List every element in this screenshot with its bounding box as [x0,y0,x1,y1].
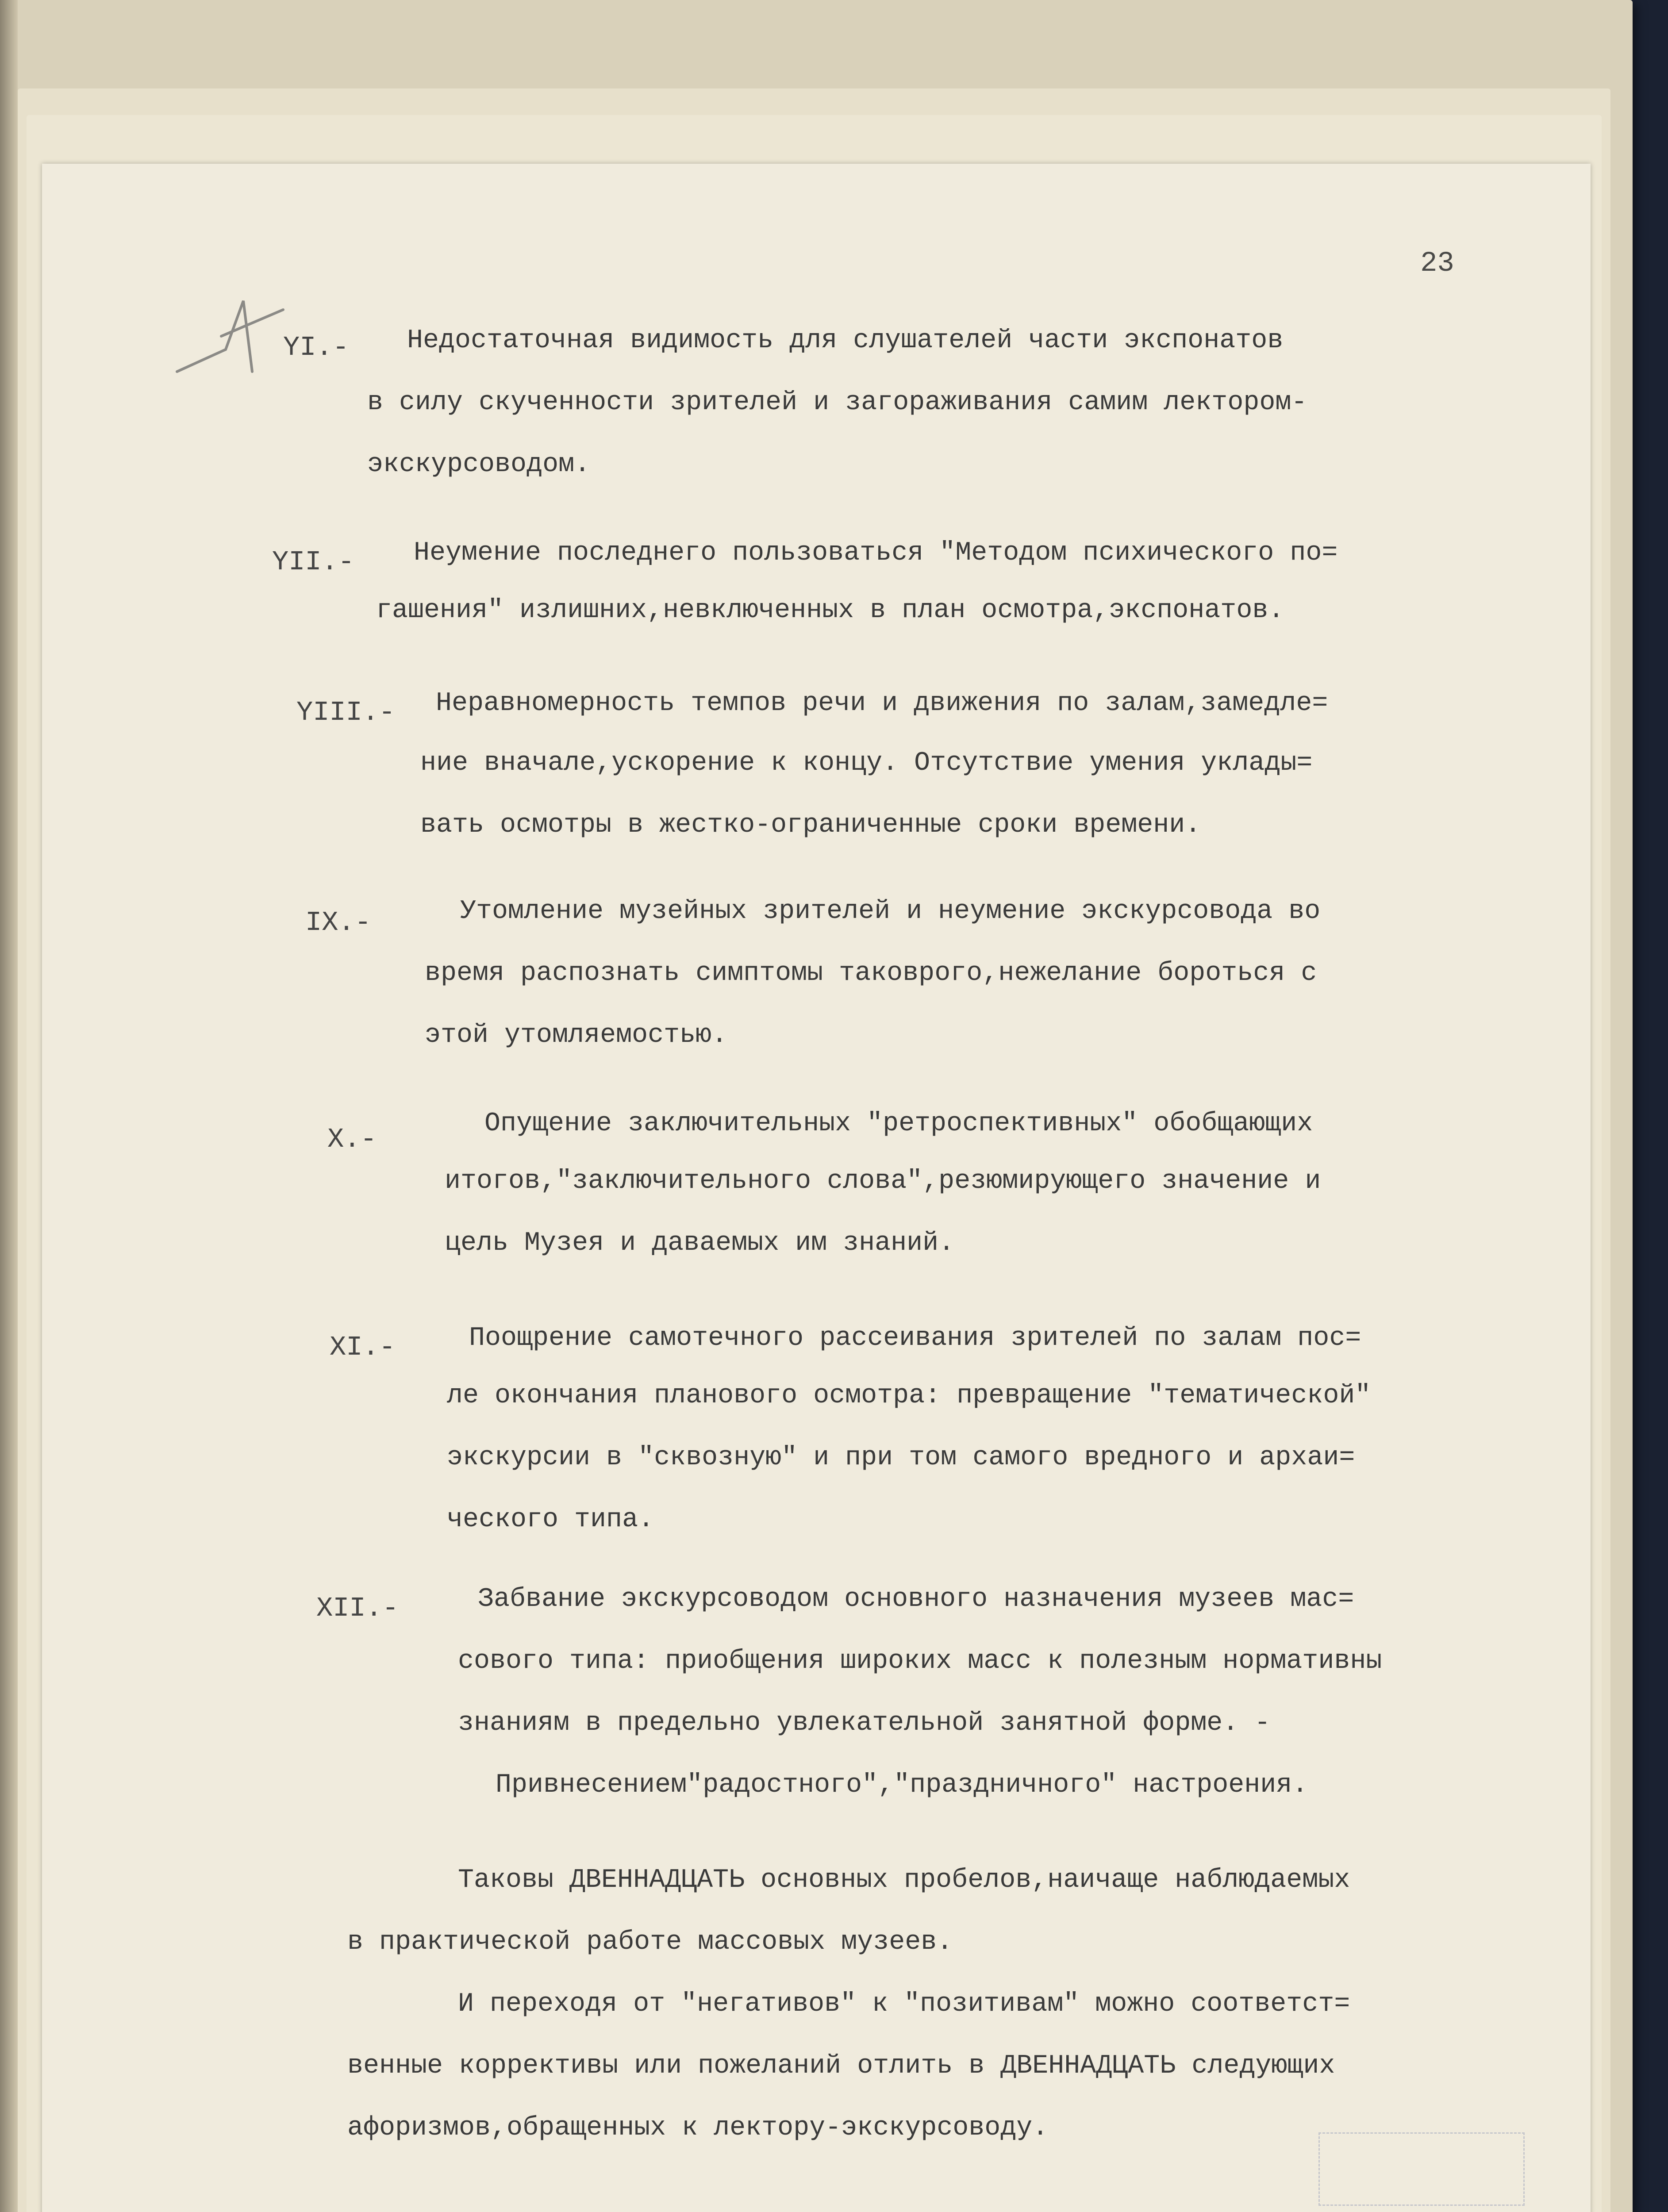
item-line: ле окончания планового осмотра: превращение "тематической" [447,1381,1371,1411]
item-line: экскурсии в "сквозную" и при том самого вредного и архаи= [447,1443,1355,1473]
list-item-continuation [376,580,1284,641]
list-item-continuation [367,372,1307,495]
item-numeral: XI.- [330,1332,396,1363]
item-line: в силу скученности зрителей и загораживания самим лектором- [367,388,1307,418]
closing-paragraph [458,1973,1350,2035]
item-line: Опущение заключительных "ретроспективных" обобщающих [484,1109,1313,1139]
list-item-continuation [458,1630,1382,1754]
list-item-continuation [447,1365,1371,1551]
item-line: Привнесением"радостного","праздничного" настроения. [496,1770,1308,1800]
list-item [414,522,1337,584]
item-numeral: X.- [327,1124,377,1155]
closing-paragraph-continuation [347,2035,1335,2159]
item-line: гашения" излишних,невключенных в план осмотра,экспонатов. [376,595,1284,626]
closing-paragraph-continuation [347,1911,953,1973]
item-numeral: IX.- [305,907,371,938]
faded-stamp [1318,2132,1525,2206]
closing-paragraph [458,1849,1350,1911]
closing-line: И переходя от "негативов" к "позитивам" можно соответст= [458,1989,1350,2019]
item-line: Утомление музейных зрителей и неумение экскурсовода во [460,896,1321,926]
item-line: вать осмотры в жестко-ограниченные сроки времени. [420,810,1201,840]
item-line: этой утомляемостью. [425,1020,728,1050]
item-line: цель Музея и даваемых им знаний. [445,1228,955,1258]
item-line: Забвание экскурсоводом основного назначения музеев мас= [478,1584,1354,1614]
list-item-continuation [420,732,1312,856]
closing-line: Таковы ДВЕННАДЦАТЬ основных пробелов,наичаще наблюдаемых [458,1865,1350,1895]
list-item [478,1568,1354,1630]
item-line: время распознать симптомы таковрого,нежелание бороться с [425,958,1317,988]
item-line: экскурсоводом. [367,449,591,480]
item-numeral: XII.- [316,1593,399,1624]
item-line: Поощрение самотечного рассеивания зрителей по залам пос= [469,1323,1361,1353]
page-number: 23 [1420,248,1454,280]
closing-line: венные коррективы или пожеланий отлить в ДВЕННАДЦАТЬ следующих [347,2051,1335,2081]
list-item [460,880,1320,942]
closing-line: афоризмов,обращенных к лектору-экскурсоводу. [347,2113,1049,2143]
list-item [436,672,1328,734]
list-item [407,310,1283,372]
list-item [469,1307,1361,1369]
item-line: итогов,"заключительного слова",резюмирующего значение и [445,1166,1321,1196]
list-item-continuation [425,942,1317,1066]
binding-edge [0,0,18,2212]
item-line: ние вначале,ускорение к концу. Отсутствие умения уклады= [420,748,1313,778]
item-line: Неравномерность темпов речи и движения по залам,замедле= [436,688,1328,718]
item-line: знаниям в предельно увлекательной занятной форме. - [458,1708,1271,1738]
item-numeral: YI.- [283,332,349,363]
item-line: Неумение последнего пользоваться "Методом психического по= [414,538,1338,568]
closing-line: в практической работе массовых музеев. [347,1927,953,1957]
item-line: Недостаточная видимость для слушателей части экспонатов [407,326,1284,356]
list-item-continuation [496,1754,1308,1816]
item-numeral: YII.- [272,546,355,578]
item-line: сового типа: приобщения широких масс к полезным нормативны [458,1646,1382,1676]
list-item-continuation [445,1150,1321,1274]
list-item [484,1093,1313,1155]
item-line: ческого типа. [447,1505,654,1535]
item-numeral: YIII.- [296,697,396,728]
